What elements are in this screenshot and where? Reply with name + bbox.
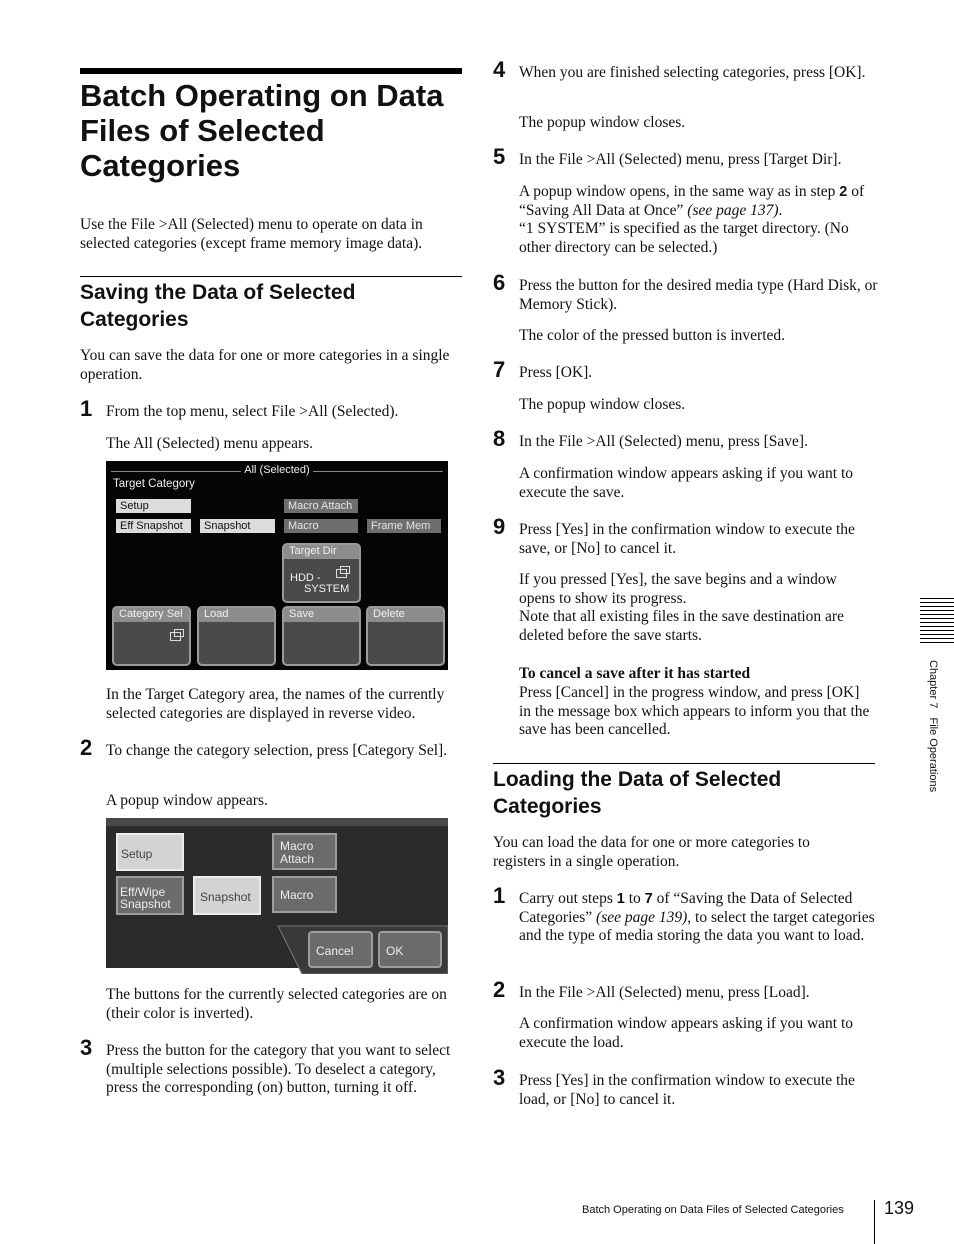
step-number: 3: [80, 1035, 93, 1060]
step-ref: 2: [839, 184, 848, 200]
eff-wipe-snapshot-button[interactable]: [116, 876, 184, 915]
footer-rule: [874, 1200, 875, 1244]
step-note: A confirmation window appears asking if you want to execute the save.: [519, 465, 854, 501]
eff-snapshot-tag: Eff Snapshot: [116, 519, 191, 533]
page-title: Batch Operating on Data Files of Selected Categories: [80, 78, 444, 183]
step-note: The popup window closes.: [519, 114, 686, 131]
step-text: [519, 890, 875, 946]
cancel-label: Cancel: [316, 944, 354, 958]
eff-wipe-line2: Snapshot: [120, 897, 171, 911]
section-rule: [80, 276, 462, 277]
save-label: Save: [289, 608, 315, 620]
step-number: 5: [493, 144, 506, 169]
target-category-label: Target Category: [113, 478, 195, 490]
step-number: 1: [493, 883, 506, 908]
step-ref: 1: [616, 891, 625, 907]
snapshot-label: Snapshot: [200, 890, 251, 904]
snapshot-button[interactable]: [193, 876, 261, 915]
category-sel-label: Category Sel: [119, 608, 183, 620]
macro-tag: Macro: [284, 519, 358, 533]
section-rule: [493, 763, 875, 764]
step-text: Press [Yes] in the confirmation window to execute the save, or [No] to cancel it.: [519, 521, 855, 557]
after-figure1-text: In the Target Category area, the names of the currently selected categories are displayed in reverse video.: [106, 686, 445, 722]
window-icon: [336, 569, 347, 578]
step-text: Press [Yes] in the confirmation window to execute the load, or [No] to cancel it.: [519, 1072, 855, 1108]
macro-attach-line2: Attach: [280, 852, 315, 866]
target-dir-label: Target Dir: [289, 545, 337, 557]
intro-text: Use the File >All (Selected) menu to operate on data in selected categories (except frame memory image data).: [80, 216, 423, 252]
text-part: Carry out steps: [519, 890, 617, 907]
step-text: Press [OK].: [519, 364, 593, 381]
step-number: 7: [493, 357, 506, 382]
hdd-line1: HDD -: [290, 572, 321, 584]
macro-attach-button[interactable]: [272, 833, 337, 870]
page-reference: (see page 139): [596, 908, 688, 926]
note-part: .: [778, 201, 783, 219]
page-reference: (see page 137): [687, 201, 779, 219]
step-note: [519, 183, 875, 257]
step-text: Press the button for the desired media type (Hard Disk, or Memory Stick).: [519, 277, 878, 313]
load-button[interactable]: [197, 606, 276, 666]
snapshot-tag: Snapshot: [200, 519, 275, 533]
category-popup-screenshot: [106, 818, 448, 974]
macro-attach-line1: Macro: [280, 839, 314, 853]
step-note: The color of the pressed button is inverted.: [519, 327, 786, 344]
chapter-tab-stripes: [920, 598, 954, 646]
note-part: A popup window opens, in the same way as in step: [519, 183, 840, 200]
step-number: 2: [80, 735, 93, 760]
all-selected-menu-screenshot: [106, 461, 448, 670]
step-number: 1: [80, 396, 93, 421]
hdd-line2: SYSTEM: [304, 583, 350, 595]
save-intro: You can save the data for one or more categories in a single operation.: [80, 347, 450, 383]
setup-button[interactable]: [116, 833, 184, 871]
frame-mem-tag: Frame Mem: [367, 519, 441, 533]
step-text: In the File >All (Selected) menu, press [Load].: [519, 984, 810, 1001]
delete-button[interactable]: [366, 606, 445, 666]
note-part: If you pressed [Yes], the save begins and a window opens to show its progress.: [519, 571, 837, 607]
eff-wipe-line1: Eff/Wipe: [120, 885, 166, 899]
setup-label: Setup: [121, 847, 153, 861]
page-number: 139: [884, 1198, 915, 1218]
step-text: In the File >All (Selected) menu, press [Save].: [519, 433, 808, 450]
cancel-text: Press [Cancel] in the progress window, and press [OK] in the message box which appears to inform you that the save has been cancelled.: [519, 684, 870, 738]
load-intro: You can load the data for one or more categories to registers in a single operation.: [493, 834, 810, 870]
step-note: The popup window closes.: [519, 396, 686, 413]
step-number: 2: [493, 977, 506, 1002]
step-number: 9: [493, 514, 506, 539]
save-section-heading: Saving the Data of Selected Categories: [80, 281, 356, 331]
step-ref: 7: [644, 891, 653, 907]
step-number: 8: [493, 426, 506, 451]
step-text: Press the button for the category that you want to select (multiple selections possible). To deselect a category, press the corresponding (on) button, turning it off.: [106, 1042, 451, 1096]
step-text: To change the category selection, press [Category Sel].: [106, 742, 448, 759]
chapter-side-label: Chapter 7 File Operations: [927, 660, 939, 793]
text-part: to: [624, 890, 645, 907]
save-button[interactable]: [282, 606, 361, 666]
macro-label: Macro: [280, 888, 314, 902]
delete-label: Delete: [373, 608, 405, 620]
ok-button[interactable]: [378, 931, 442, 968]
after-figure2-text: The buttons for the currently selected categories are on (their color is inverted).: [106, 986, 447, 1022]
cancel-subheading: To cancel a save after it has started: [519, 665, 751, 682]
ok-label: OK: [386, 944, 404, 958]
step-number: 3: [493, 1065, 506, 1090]
step-number: 4: [493, 57, 506, 82]
cancel-button[interactable]: [308, 931, 373, 968]
category-sel-button[interactable]: [112, 606, 191, 666]
title-bar: [80, 68, 462, 74]
note-part: Note that all existing files in the save destination are deleted before the save starts.: [519, 608, 844, 644]
step-text: When you are finished selecting categories, press [OK].: [519, 64, 866, 81]
setup-tag: Setup: [116, 499, 191, 513]
step-text: From the top menu, select File >All (Selected).: [106, 403, 399, 420]
text-part: , to select the target categories and the type of media storing the data you want to load.: [519, 908, 875, 944]
note-part: of “Saving All Data at Once”: [519, 183, 865, 219]
step-number: 6: [493, 270, 506, 295]
menu-title: All (Selected): [244, 464, 310, 476]
window-icon: [170, 632, 181, 641]
running-footer: Batch Operating on Data Files of Selected Categories: [582, 1204, 844, 1216]
macro-button[interactable]: [272, 876, 337, 913]
step-text: In the File >All (Selected) menu, press [Target Dir].: [519, 151, 842, 168]
step-note: A confirmation window appears asking if you want to execute the load.: [519, 1015, 854, 1051]
step-note: A popup window appears.: [106, 792, 268, 809]
text-part: of “Saving the Data of Selected Categories”: [519, 890, 853, 926]
macro-attach-tag: Macro Attach: [284, 499, 358, 513]
load-label: Load: [204, 608, 229, 620]
target-dir-button[interactable]: [282, 543, 361, 603]
load-section-heading: Loading the Data of Selected Categories: [493, 768, 782, 818]
step-note: The All (Selected) menu appears.: [106, 435, 314, 452]
note-part: “1 SYSTEM” is specified as the target directory. (No other directory can be selected.): [519, 220, 849, 256]
step-note: [519, 571, 871, 645]
